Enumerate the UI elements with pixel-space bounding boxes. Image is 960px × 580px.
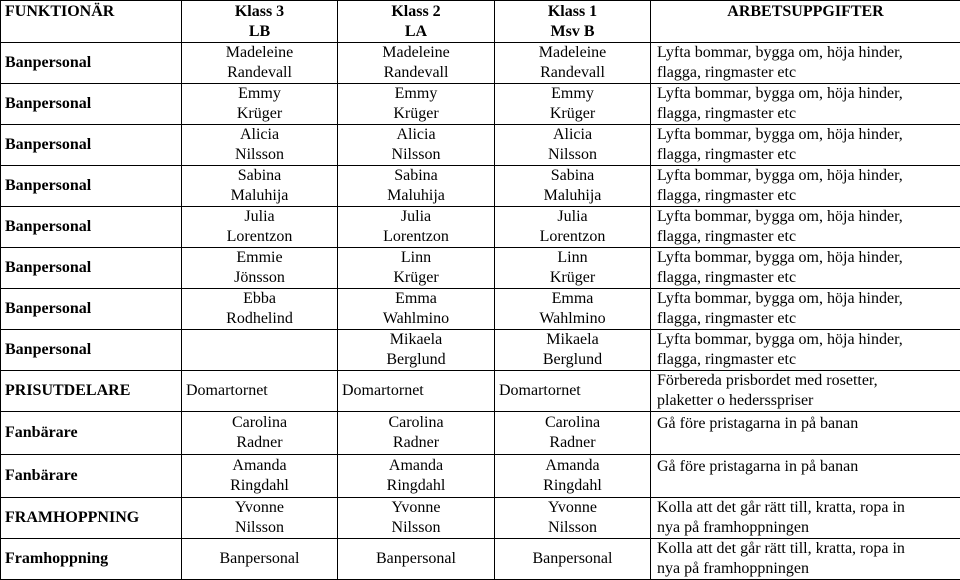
role-cell: FRAMHOPPNING — [1, 498, 182, 539]
klass2-cell: Sabina Maluhija — [338, 166, 495, 207]
klass3-cell: Emmy Krüger — [182, 84, 338, 125]
klass2-cell: Banpersonal — [338, 539, 495, 580]
task-cell: Lyfta bommar, bygga om, höja hinder, flagga, ringmaster etc — [651, 289, 960, 330]
klass2-cell: Yvonne Nilsson — [338, 498, 495, 539]
table-row — [1, 498, 960, 539]
table-row — [1, 207, 960, 248]
klass2-cell: Carolina Radner — [338, 412, 495, 455]
header-klass3: Klass 3 LB — [182, 1, 338, 43]
klass2-cell: Emma Wahlmino — [338, 289, 495, 330]
task-cell: Gå före pristagarna in på banan — [651, 412, 960, 455]
klass2-cell: Mikaela Berglund — [338, 330, 495, 371]
table-row — [1, 412, 960, 455]
table-row — [1, 455, 960, 498]
table-row — [1, 84, 960, 125]
task-cell: Gå före pristagarna in på banan — [651, 455, 960, 498]
role-cell: Banpersonal — [1, 330, 182, 371]
task-cell: Kolla att det går rätt till, kratta, ropa in nya på framhoppningen — [651, 539, 960, 580]
task-cell: Kolla att det går rätt till, kratta, ropa in nya på framhoppningen — [651, 498, 960, 539]
table-row — [1, 43, 960, 84]
klass3-cell: Domartornet — [182, 371, 338, 412]
header-tasks: ARBETSUPPGIFTER — [651, 1, 960, 43]
klass3-cell: Alicia Nilsson — [182, 125, 338, 166]
table-row — [1, 539, 960, 580]
header-row — [1, 1, 960, 43]
role-cell: Banpersonal — [1, 125, 182, 166]
klass1-cell: Domartornet — [495, 371, 651, 412]
header-klass1: Klass 1 Msv B — [495, 1, 651, 43]
klass1-cell: Banpersonal — [495, 539, 651, 580]
role-cell: Banpersonal — [1, 166, 182, 207]
task-cell: Lyfta bommar, bygga om, höja hinder, flagga, ringmaster etc — [651, 248, 960, 289]
table-row — [1, 125, 960, 166]
klass3-cell: Sabina Maluhija — [182, 166, 338, 207]
klass2-cell: Emmy Krüger — [338, 84, 495, 125]
klass2-cell: Amanda Ringdahl — [338, 455, 495, 498]
klass3-cell: Banpersonal — [182, 539, 338, 580]
klass3-cell: Emmie Jönsson — [182, 248, 338, 289]
role-cell: Banpersonal — [1, 289, 182, 330]
klass3-cell: Julia Lorentzon — [182, 207, 338, 248]
role-cell: Banpersonal — [1, 207, 182, 248]
task-cell: Lyfta bommar, bygga om, höja hinder, flagga, ringmaster etc — [651, 125, 960, 166]
role-cell: Banpersonal — [1, 84, 182, 125]
klass1-cell: Yvonne Nilsson — [495, 498, 651, 539]
klass2-cell: Alicia Nilsson — [338, 125, 495, 166]
task-cell: Lyfta bommar, bygga om, höja hinder, flagga, ringmaster etc — [651, 166, 960, 207]
klass3-cell: Amanda Ringdahl — [182, 455, 338, 498]
role-cell: Banpersonal — [1, 43, 182, 84]
header-klass2: Klass 2 LA — [338, 1, 495, 43]
klass1-cell: Emmy Krüger — [495, 84, 651, 125]
role-cell: Fanbärare — [1, 412, 182, 455]
role-cell: Fanbärare — [1, 455, 182, 498]
role-cell: Framhoppning — [1, 539, 182, 580]
task-cell: Lyfta bommar, bygga om, höja hinder, flagga, ringmaster etc — [651, 43, 960, 84]
klass3-cell: Carolina Radner — [182, 412, 338, 455]
klass1-cell: Amanda Ringdahl — [495, 455, 651, 498]
task-cell: Förbereda prisbordet med rosetter, plaketter o hedersspriser — [651, 371, 960, 412]
klass1-cell: Linn Krüger — [495, 248, 651, 289]
klass1-cell: Mikaela Berglund — [495, 330, 651, 371]
klass1-cell: Madeleine Randevall — [495, 43, 651, 84]
table-row — [1, 289, 960, 330]
header-role: FUNKTIONÄR — [1, 1, 182, 43]
role-cell: Banpersonal — [1, 248, 182, 289]
klass2-cell: Domartornet — [338, 371, 495, 412]
klass1-cell: Alicia Nilsson — [495, 125, 651, 166]
klass3-cell: Madeleine Randevall — [182, 43, 338, 84]
klass3-cell: Ebba Rodhelind — [182, 289, 338, 330]
table-row — [1, 166, 960, 207]
task-cell: Lyfta bommar, bygga om, höja hinder, flagga, ringmaster etc — [651, 207, 960, 248]
table-row — [1, 248, 960, 289]
klass2-cell: Julia Lorentzon — [338, 207, 495, 248]
klass1-cell: Sabina Maluhija — [495, 166, 651, 207]
klass2-cell: Madeleine Randevall — [338, 43, 495, 84]
klass1-cell: Carolina Radner — [495, 412, 651, 455]
role-cell: PRISUTDELARE — [1, 371, 182, 412]
klass1-cell: Julia Lorentzon — [495, 207, 651, 248]
table-row — [1, 371, 960, 412]
task-cell: Lyfta bommar, bygga om, höja hinder, flagga, ringmaster etc — [651, 330, 960, 371]
table-row — [1, 330, 960, 371]
klass3-cell: Yvonne Nilsson — [182, 498, 338, 539]
task-cell: Lyfta bommar, bygga om, höja hinder, flagga, ringmaster etc — [651, 84, 960, 125]
klass3-cell — [182, 330, 338, 371]
klass1-cell: Emma Wahlmino — [495, 289, 651, 330]
klass2-cell: Linn Krüger — [338, 248, 495, 289]
